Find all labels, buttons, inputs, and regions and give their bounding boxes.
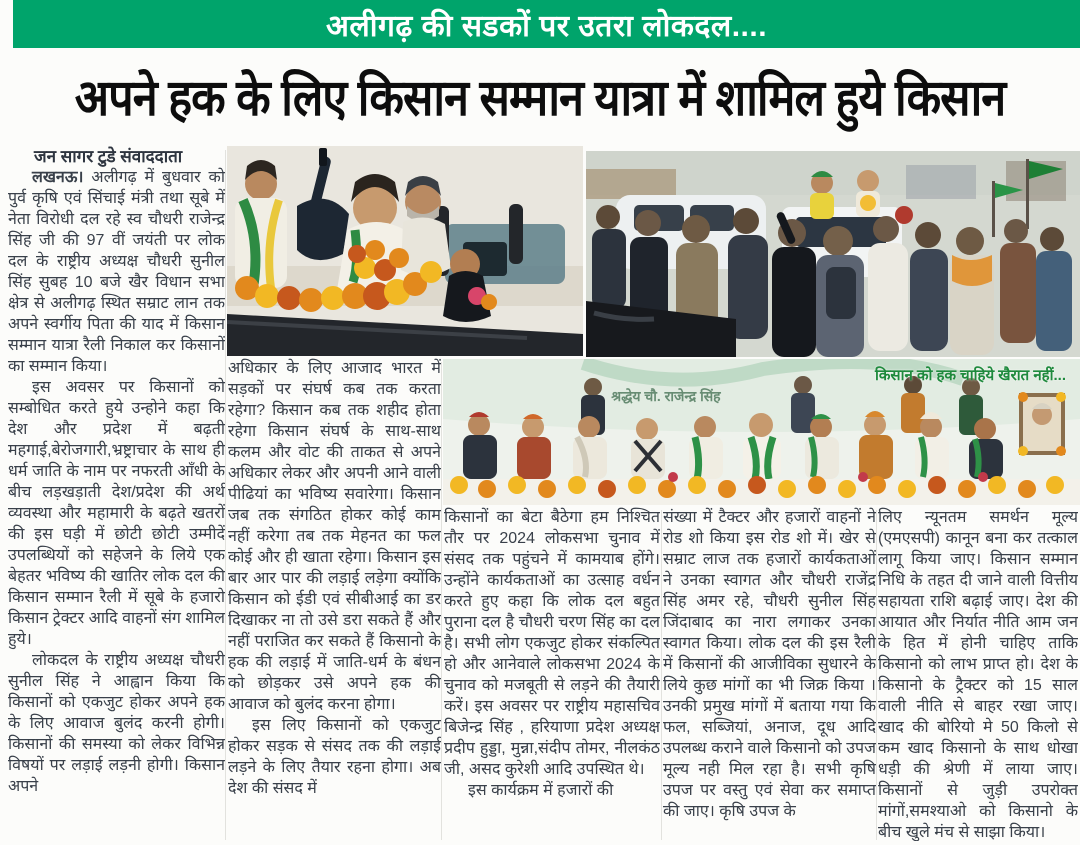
article-column-1: [8, 146, 225, 840]
article-column-3: [444, 507, 660, 841]
paragraph-text: अलीगढ़ में बुधवार को पुर्व कृषि एवं सिंचाई मंत्री तथा सूबे में नेता विरोधी दल रहे स्व चौधरी राजेन्द्र सिंह जी की 97 वीं जयंती पर लोक दल के राष्ट्रीय अध्यक्ष चौधरी सुनील सिंह सुबह 10 बजे खैर विधान सभा क्षेत्र से अलीगढ़ स्थित सम्राट लान तक अपने स्वर्गीय पिता की याद में किसान सम्मान यात्रा रैली निकाल कर किसानों का सम्मान किया।: [8, 169, 225, 375]
paragraph: अधिकार के लिए आजाद भारत में सड़कों पर संघर्ष कब तक करता रहेगा? किसान कब तक शहीद होता रहेगा किसान संघर्ष के साथ-साथ कलम और वोट की ताकत से अपने अधिकार लेकर और अपनी आने वाली पीढियां का भविष्य सवारेगा। किसान जब तक संगठित होकर कोई काम नहीं करेगा तब तक मेहनत का फल कोई और ही खाता रहेगा। किसान इस बार आर पार की लड़ाई लड़ेगा क्योंकि किसान को ईडी एवं सीबीआई का डर दिखाकर ना तो उसे डरा सकते हैं और नहीं पराजित कर सकते हैं किसानो के हक की लड़ाई में जाति-धर्म के बंधन को छोड़कर उसे अपने हक की आवाज को बुलंद करना होगा।: [228, 360, 441, 713]
byline: जन सागर टुडे संवाददाता: [34, 147, 183, 166]
paragraph: इस लिए किसानों को एकजुट होकर सड़क से संसद तक की लड़ाई लड़ने के लिए तैयार रहना होगा। अब देश की संसद में: [228, 717, 441, 797]
column-divider: [876, 510, 877, 840]
article-column-4: [663, 507, 876, 841]
kicker-text: अलीगढ़ की सडकों पर उतरा लोकदल....: [325, 9, 768, 43]
stage-banner-honoree-name: श्रद्धेय चौ. राजेन्द्र सिंह: [611, 388, 721, 404]
column-divider: [225, 150, 226, 840]
photo-garlanded-leaders-on-vehicle: [227, 146, 583, 356]
paragraph: इस कार्यक्रम में हजारों की: [468, 782, 614, 799]
main-headline-text: अपने हक के लिए किसान सम्मान यात्रा में शामिल हुये किसान: [74, 68, 1006, 126]
paragraph: किसानों का बेटा बैठेगा हम निश्चित तौर पर 2024 लोकसभा चुनाव में संसद तक पहुंचने में कामयाब होंगे। उन्होंने कार्यकताओं का उत्साह वर्धन करते हुए कहा कि लोक दल बहुत पुराना दल है चौधरी चरण सिंह का दल है। सभी लोग एकजुट होकर संकल्पित हो और आनेवाले लोकसभा 2024 के चुनाव को मजबूती से लड़ने की तैयारी करें। इस अवसर पर राष्ट्रीय महासचिव बिजेन्द्र सिंह , हरियाणा प्रदेश अध्यक्ष प्रदीप हुड्डा, मुन्ना,संदीप तोमर, नीलकंठ जी, असद कुरेशी आदि उपस्थित थे।: [444, 509, 660, 778]
road-show-crowd-illustration: [586, 151, 1080, 357]
photo-road-show-crowd: [586, 151, 1080, 357]
paragraph: लिए न्यूनतम समर्थन मूल्य (एमएसपी) कानून बना कर तत्काल लागू किया जाए। किसान सम्मान निधि के तहत दी जाने वाली वित्तीय सहायता राशि बढ़ाई जाए। देश की आयात और निर्यात नीति आम जन के हित में होनी चाहिए ताकि किसानो को लाभ प्राप्त हो। देश के किसानो के ट्रैक्टर को 15 साल वाली नीति से बाहर रखा जाए। खाद की बोरियो मे 50 किलो से कम खाद किसानो के साथ धोखा धड़ी की श्रेणी में लाया जाए। किसानों से जुड़ी उपरोक्त मांगों,समश्याओ को किसानो के बीच खुले मंच से साझा किया।: [878, 509, 1078, 841]
main-headline: [6, 52, 1074, 140]
paragraph: संख्या में टैक्टर और हजारों वाहनों ने रोड शो किया इस रोड शो में। खेर से सम्राट लाज तक हजारों कार्यकताओं ने उनका स्वागत और चौधरी राजेंद्र सिंह अमर रहे, चौधरी सुनील सिंह जिंदाबाद का नारा लगाकर उनका स्वागत किया। लोक दल की इस रैली में किसानों की आजीविका सुधारने के लिये कुछ मांगों का भी जिक्र किया । उनकी प्रमुख मांगों में बताया गया कि फल, सब्जियां, अनाज, दूध आदि उपलब्ध कराने वाले किसानो को उपज मूल्य नही मिल रहा है। सभी कृषि उपज पर वस्तु एवं सेवा कर समाप्त की जाए। कृषि उपज के: [663, 509, 876, 820]
article-column-2: [228, 358, 441, 840]
paragraph: लोकदल के राष्ट्रीय अध्यक्ष चौधरी सुनील सिंह ने आह्वान किया कि किसानों को एकजुट होकर अपने हक के लिए आवाज बुलंद करनी होगी। किसानों की समस्या को लेकर विभिन्न विषयों पर लड़ाई लड़नी होगी। किसान अपने: [8, 652, 225, 795]
paragraph: [8, 167, 225, 377]
garlanded-leaders-illustration: [227, 146, 583, 356]
paragraph: इस अवसर पर किसानों को सम्बोधित करते हुये उन्होने कहा कि देश और प्रदेश में बढ़ती महगाई,बेरोजगारी,भ्रष्ट्राचार के साथ ही धर्म जाति के नाम पर नफरती आँधी के बीच लड़खड़ाती देश/प्रदेश की अर्थ व्यवस्था और महामारी के बढ़ते खतरों की इस घड़ी में छोटी छोटी उम्मीदें उपलब्धियों को सहेजने के लिये एक बेहतर भविष्य की खातिर लोक दल की किसान सम्मान रैली में सूबे के हजारो किसान ट्रेक्टर आदि वाहनों संग शामिल हुये।: [8, 379, 225, 648]
dateline: लखनऊ।: [32, 169, 84, 186]
column-divider: [661, 510, 662, 840]
stage-banner-slogan: किसान को हक चाहिये खैरात नहीं...: [875, 367, 1066, 384]
article-column-5: [878, 507, 1078, 841]
column-divider: [441, 362, 442, 840]
kicker-banner: [13, 0, 1080, 48]
photo-stage-dais: [443, 359, 1080, 505]
